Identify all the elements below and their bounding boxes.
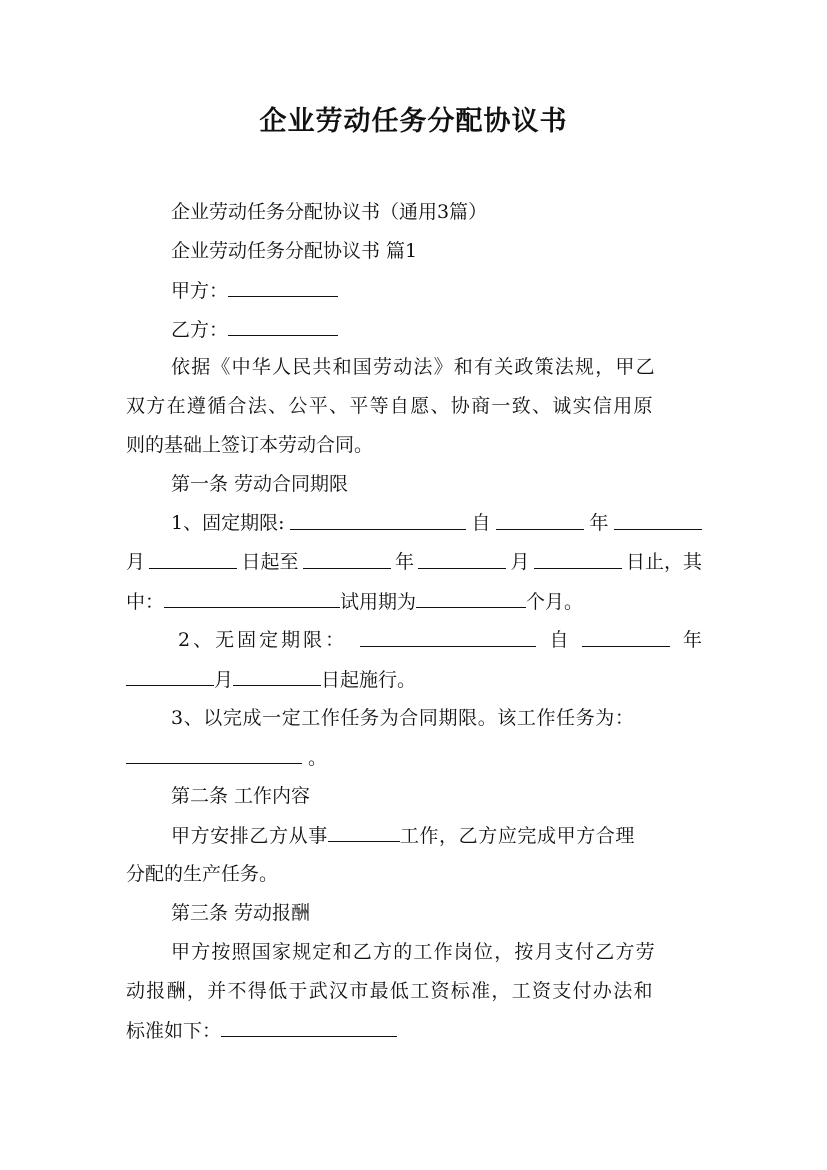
intro-line-1: 依据《中华人民共和国劳动法》和有关政策法规，甲乙: [171, 356, 656, 378]
fixed-term-line-3: [126, 587, 702, 616]
word-months: 个月。: [526, 591, 584, 613]
fixed-term-blank: [290, 509, 466, 530]
word-from-2: 自: [549, 629, 569, 651]
fixed-term-label: 1、固定期限:: [171, 512, 285, 534]
open-year-blank: [582, 626, 670, 647]
end-year-blank: [303, 548, 391, 569]
intro-line-2: 双方在遵循合法、公平、平等自愿、协商一致、诚实信用原: [126, 395, 654, 417]
pay-line-3: [126, 1016, 702, 1045]
among-blank: [164, 587, 340, 608]
end-day-blank: [534, 548, 622, 569]
pay-line-2: 动报酬，并不得低于武汉市最低工资标准，工资支付办法和: [126, 980, 654, 1002]
task-term-line-1: 3、以完成一定工作任务为合同期限。该工作任务为：: [171, 707, 635, 729]
document-title: 企业劳动任务分配协议书: [259, 106, 568, 137]
word-day-stop: 日止，其: [625, 551, 702, 573]
article-3-heading: 第三条 劳动报酬: [171, 902, 311, 924]
start-month-blank: [614, 509, 702, 530]
article-1-heading: 第一条 劳动合同期限: [171, 473, 349, 495]
word-probation: 试用期为: [340, 591, 417, 613]
word-month: 月: [126, 551, 146, 573]
work-text-b: 工作，乙方应完成甲方合理: [399, 825, 636, 847]
word-day-effective: 日起施行。: [321, 669, 417, 691]
end-month-blank: [418, 548, 506, 569]
open-month-blank: [126, 665, 214, 686]
word-year: 年: [589, 512, 609, 534]
work-type-blank: [328, 821, 400, 842]
article-2-heading: 第二条 工作内容: [171, 785, 311, 807]
fixed-term-line-2: [126, 548, 702, 576]
start-day-blank: [149, 548, 237, 569]
party-b-blank: [228, 315, 338, 336]
word-from: 自: [471, 512, 491, 534]
party-b-label: 乙方：: [171, 319, 229, 341]
pay-line-1: 甲方按照国家规定和乙方的工作岗位，按月支付乙方劳: [171, 941, 656, 963]
document-subtitle: 企业劳动任务分配协议书（通用3篇）: [171, 201, 488, 223]
work-line-2: 分配的生产任务。: [126, 863, 279, 885]
open-day-blank: [233, 665, 321, 686]
start-year-blank: [496, 509, 584, 530]
work-line-1: [171, 821, 702, 850]
intro-line-3: 则的基础上签订本劳动合同。: [126, 434, 374, 456]
word-month-2: 月: [510, 551, 530, 573]
open-term-label: 2、无固定期限：: [178, 629, 348, 651]
word-among: 中：: [126, 591, 165, 613]
work-text-a: 甲方安排乙方从事: [171, 825, 328, 847]
party-a-label: 甲方：: [171, 280, 229, 302]
open-term-line-2: [126, 665, 702, 694]
open-term-blank: [360, 626, 536, 647]
part-heading: 企业劳动任务分配协议书 篇1: [171, 240, 418, 262]
party-b-line: [171, 315, 702, 344]
fixed-term-line-1: [171, 509, 702, 537]
pay-text: 标准如下：: [126, 1020, 222, 1042]
task-blank: [126, 743, 302, 764]
word-year-3: 年: [682, 629, 702, 651]
probation-blank: [416, 587, 526, 608]
open-term-line-1: [178, 626, 702, 654]
party-a-line: [171, 276, 702, 305]
party-a-blank: [228, 276, 338, 297]
task-term-end: 。: [308, 747, 328, 769]
word-year-2: 年: [394, 551, 414, 573]
word-month-3: 月: [214, 669, 234, 691]
task-term-line-2: [126, 743, 702, 772]
word-day-from-to: 日起至: [241, 551, 299, 573]
pay-standard-blank: [221, 1016, 397, 1037]
